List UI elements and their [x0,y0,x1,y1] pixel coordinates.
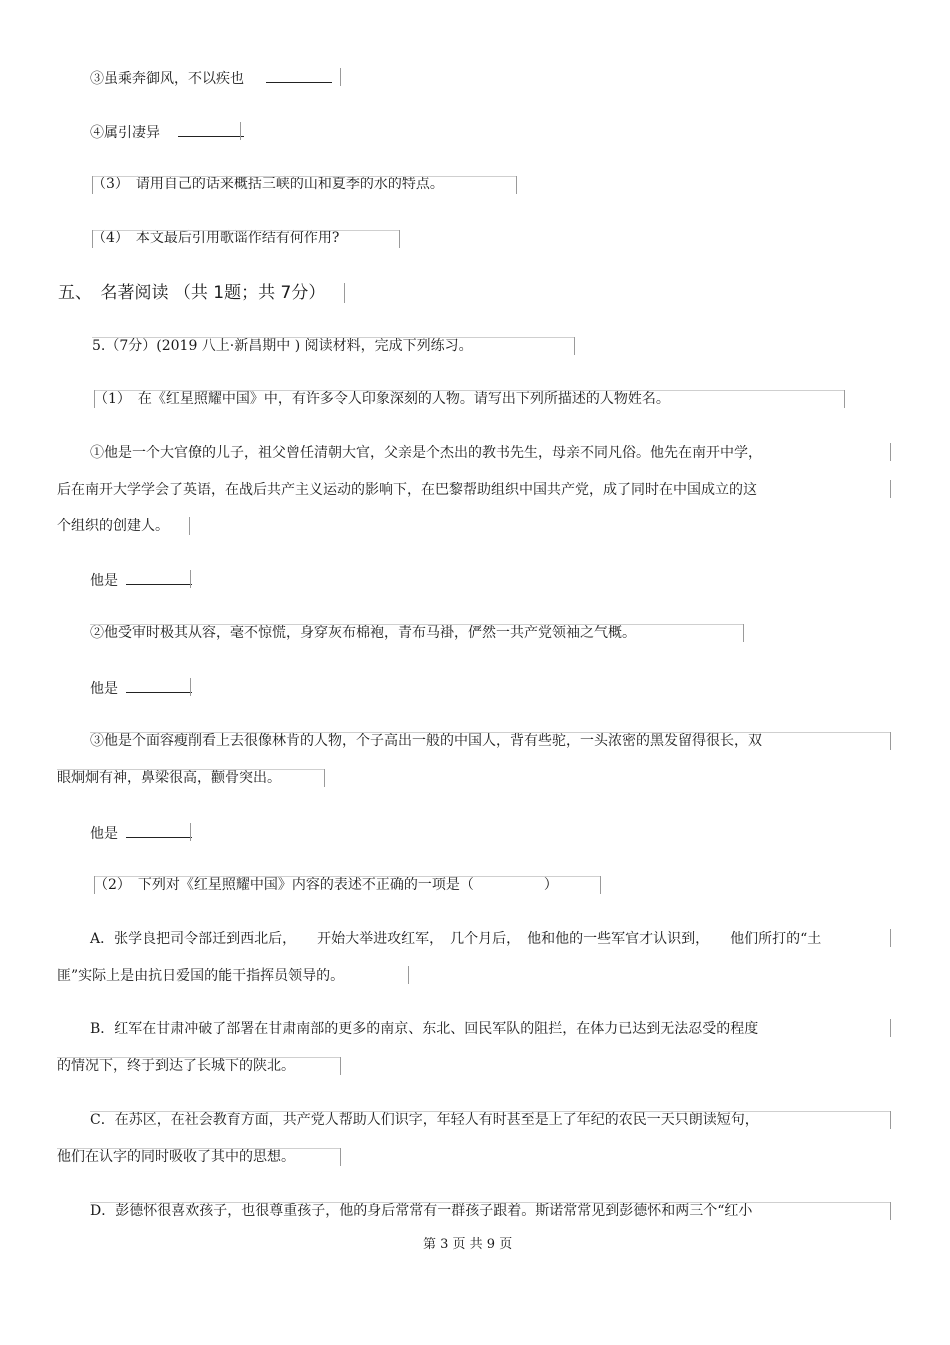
line-marker [190,678,191,696]
text-box-left [92,176,93,194]
text-box-top [92,337,574,338]
line-marker [190,570,191,588]
option-b-line2[interactable]: 的情况下，终于到达了长城下的陕北。 [57,1058,295,1074]
desc3-line1: ③他是个面容瘦削看上去很像林肯的人物，个子高出一般的中国人，背有些驼，一头浓密的黑发留得很长，双 [90,733,762,749]
text-box-right [399,230,400,248]
text-box-top [92,176,516,177]
text-box-left [92,230,93,248]
text-box-left [94,876,95,894]
text-box-right [600,876,601,894]
text-box-top [90,624,743,625]
desc3-line2: 眼炯炯有神，鼻梁很高，颧骨突出。 [57,770,281,786]
line-marker [890,929,891,947]
answer-blank[interactable] [178,121,244,137]
line-marker [890,443,891,461]
answer-line-2: 他是 [90,677,192,699]
part1-prompt: （1） 在《红星照耀中国》中，有许多令人印象深刻的人物。请写出下列所描述的人物姓名。 [94,391,670,407]
text-box-right [324,769,325,787]
answer-blank[interactable] [126,569,192,585]
text-box-right [890,1202,891,1220]
desc1-line1: ①他是一个大官僚的儿子，祖父曾任清朝大官，父亲是个杰出的教书先生，母亲不同凡俗。他先在南开中学， [90,445,762,461]
line-marker [340,68,341,86]
text-box-right [340,1057,341,1075]
desc2: ②他受审时极其从容，毫不惊慌，身穿灰布棉袍，青布马褂，俨然一共产党领袖之气概。 [90,625,636,641]
text-box-top [57,1148,340,1149]
text-box-right [890,1111,891,1129]
text-box-right [890,732,891,750]
part2-prompt: （2） 下列对《红星照耀中国》内容的表述不正确的一项是（ ） [94,877,558,893]
text-box-top [92,230,399,231]
desc1-line2: 后在南开大学学会了英语，在战后共产主义运动的影响下，在巴黎帮助组织中国共产党，成了同时在中国成立的这 [57,482,757,498]
option-d-line1[interactable]: D．彭德怀很喜欢孩子，也很尊重孩子，他的身后常常有一群孩子跟着。斯诺常常见到彭德怀和两三个“红小 [90,1203,753,1219]
page-number: 第 3 页 共 9 页 [423,1237,513,1252]
text-box-top [57,1057,340,1058]
answer-line-3: 他是 [90,822,192,844]
option-b-line1[interactable]: B．红军在甘肃冲破了部署在甘肃南部的更多的南京、东北、回民军队的阻拦，在体力已达到无法忍受的程度 [90,1021,759,1037]
text-box-top [57,769,324,770]
text-box-right [844,390,845,408]
q4-item3: ③虽乘奔御风，不以疾也 [90,67,332,89]
section-heading: 五、 名著阅读 （共 1题；共 7分） [58,283,326,303]
answer-blank[interactable] [126,822,192,838]
line-marker [189,517,190,535]
option-a-line1[interactable]: A．张学良把司令部迁到西北后， 开始大举进攻红军， 几个月后， 他和他的一些军官才认识到， 他们所打的“土 [90,931,822,947]
text-box-right [743,624,744,642]
option-a-line2[interactable]: 匪”实际上是由抗日爱国的能干指挥员领导的。 [57,968,345,984]
answer-blank[interactable] [266,67,332,83]
text-box-top [94,876,600,877]
q4-sub3: （3） 请用自己的话来概括三峡的山和夏季的水的特点。 [92,176,444,192]
text-box-right [340,1148,341,1166]
option-c-line2[interactable]: 他们在认字的同时吸收了其中的思想。 [57,1149,295,1165]
line-marker [240,122,241,140]
text-box-right [516,176,517,194]
line-marker [890,480,891,498]
answer-line-1: 他是 [90,569,192,591]
text-box-right [574,337,575,355]
text-box-top [90,1202,890,1203]
line-marker [408,966,409,984]
line-marker [344,283,345,303]
text-box-top [90,1111,890,1112]
question-header: 5.（7分）(2019 八上·新昌期中 ) 阅读材料，完成下列练习。 [92,338,473,354]
line-marker [190,823,191,841]
text-box-top [94,390,844,391]
option-c-line1[interactable]: C．在苏区，在社会教育方面，共产党人帮助人们识字，年轻人有时甚至是上了年纪的农民一天只朗读短句， [90,1112,759,1128]
q4-item4: ④属引凄异 [90,121,244,143]
text-box-left [94,390,95,408]
desc1-line3: 个组织的创建人。 [57,518,169,534]
line-marker [890,1019,891,1037]
q4-sub4: （4） 本文最后引用歌谣作结有何作用? [92,230,340,246]
answer-blank[interactable] [126,677,192,693]
text-box-top [90,732,890,733]
